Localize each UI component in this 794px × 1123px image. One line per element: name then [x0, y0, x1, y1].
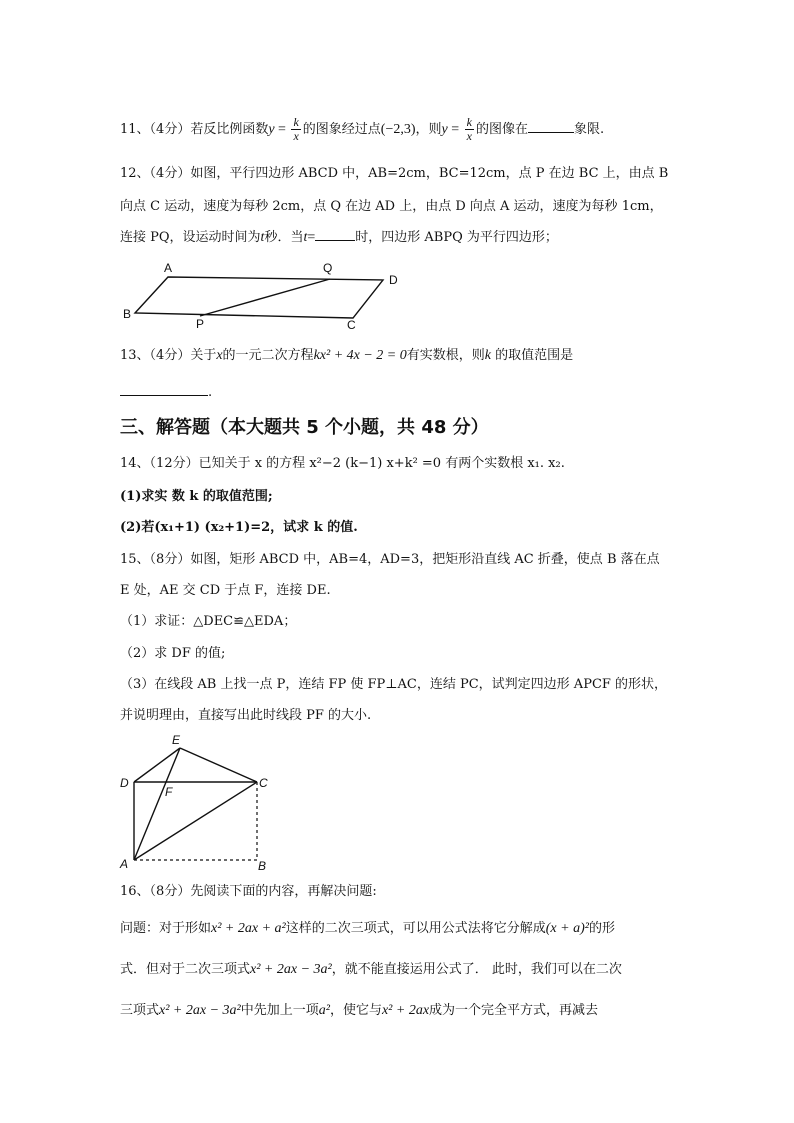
q14-line-1: 14、（12分）已知关于 x 的方程 x²−2 (k−1) x+k² =0 有两个实数根 x₁. x₂. — [120, 456, 565, 471]
q16-expr1: x² + 2ax + a² — [211, 921, 286, 936]
q16-line2-a: 问题：对于形如 — [120, 921, 212, 936]
section-3-heading: 三、解答题（本大题共 5 个小题，共 48 分） — [120, 417, 489, 438]
q16-line4-a: 三项式 — [120, 1003, 160, 1018]
q13-equation-k: k — [313, 348, 320, 363]
label-d: D — [389, 273, 398, 287]
q11-mid1: 的图象经过点 — [302, 122, 381, 137]
q11-answer-blank — [528, 120, 574, 133]
q13-line2-end: . — [208, 385, 213, 400]
q16-expr2: (x + a)² — [545, 921, 589, 936]
q13-k: k — [484, 348, 491, 363]
q11-prefix: 11、（4分）若反比例函数 — [120, 122, 269, 137]
q16-line3-a: 式．但对于二次三项式 — [120, 962, 251, 977]
q11-y2: y — [441, 122, 448, 137]
q11-x2: x — [466, 129, 472, 143]
label-a: A — [164, 261, 173, 275]
q15-line-6: 并说明理由，直接写出此时线段 PF 的大小. — [120, 708, 372, 723]
q12-t1: t — [260, 230, 265, 245]
q14-line-3: (2)若(x₁+1) (x₂+1)=2，试求 k 的值. — [120, 520, 358, 535]
q12-answer-blank — [315, 228, 355, 241]
label-c: C — [347, 318, 356, 332]
q16-line-4 — [120, 1001, 598, 1021]
q11-k2: k — [466, 115, 472, 129]
q12-t2: t — [303, 230, 308, 245]
q16-line-3 — [120, 960, 622, 980]
q11-suffix: 象限. — [574, 122, 605, 137]
q11-fraction-2 — [465, 116, 474, 143]
label-e: E — [172, 733, 181, 747]
segment-ec — [180, 748, 257, 782]
q16-line2-b: 这样的二次三项式，可以用公式法将它分解成 — [285, 921, 546, 936]
label-b: B — [123, 307, 132, 321]
q16-line2-c: 的形 — [588, 921, 615, 936]
q13-mid1: 的一元二次方程 — [222, 348, 314, 363]
q11-eq1: = — [274, 122, 290, 137]
q16-expr3: x² + 2ax − 3a² — [250, 962, 332, 977]
q12-line-3 — [120, 228, 558, 248]
q16-line4-b: 中先加上一项 — [240, 1003, 319, 1018]
label-f: F — [165, 785, 173, 799]
q11-x1: x — [293, 129, 299, 143]
q15-line-3: （1）求证：△DEC≌△EDA； — [120, 614, 297, 629]
q13-line-1 — [120, 346, 573, 366]
label-c: C — [259, 776, 268, 790]
q11-mid2: ，则 — [415, 122, 442, 137]
q13-x: x — [216, 348, 223, 363]
q12-line3-b: 秒．当 — [264, 230, 304, 245]
q16-expr6: x² + 2ax — [381, 1003, 430, 1018]
q16-line-1: 16、（8分）先阅读下面的内容，再解决问题: — [120, 884, 377, 899]
q16-line-2 — [120, 919, 615, 939]
label-p: P — [196, 317, 205, 331]
parallelogram-abcd — [135, 277, 383, 318]
segment-ac — [134, 782, 257, 860]
q11-eq2: = — [447, 122, 463, 137]
q11-point: (−2,3) — [380, 122, 416, 137]
q16-line3-b: ，就不能直接运用公式了． 此时，我们可以在二次 — [331, 962, 622, 977]
segment-pq — [200, 279, 330, 316]
q11-line — [120, 116, 604, 143]
q13-suffix: 的取值范围是 — [490, 348, 574, 363]
q12-parallelogram-figure — [118, 258, 408, 334]
q15-line-1: 15、（8分）如图，矩形 ABCD 中，AB=4，AD=3，把矩形沿直线 AC 折叠，使点 B 落在点 — [120, 552, 660, 567]
q13-prefix: 13、（4分）关于 — [120, 348, 217, 363]
q16-expr5: a² — [318, 1003, 330, 1018]
q12-line-1: 12、（4分）如图，平行四边形 ABCD 中，AB=2cm，BC=12cm，点 P 在边 BC 上，由点 B — [120, 166, 669, 181]
q11-fraction-1 — [291, 116, 300, 143]
q15-line-4: （2）求 DF 的值; — [120, 646, 226, 661]
q15-rectangle-figure — [116, 732, 276, 874]
q11-k1: k — [293, 115, 299, 129]
q11-mid3: 的图像在 — [476, 122, 529, 137]
q13-mid2: 有实数根，则 — [406, 348, 485, 363]
q16-line4-c: ，使它与 — [329, 1003, 382, 1018]
q13-line-2 — [120, 383, 212, 403]
q13-equation-rest: x² + 4x − 2 = 0 — [319, 348, 407, 363]
label-q: Q — [323, 261, 333, 275]
q15-line-5: （3）在线段 AB 上找一点 P，连结 FP 使 FP⊥AC，连结 PC，试判定四边形 APCF 的形状， — [120, 677, 668, 692]
q12-line-2: 向点 C 运动，速度为每秒 2cm，点 Q 在边 AD 上，由点 D 向点 A 运动，速度为每秒 1cm， — [120, 199, 663, 214]
label-b: B — [258, 859, 267, 873]
q12-eq: = — [307, 230, 316, 245]
q15-line-2: E 处，AE 交 CD 于点 F，连接 DE. — [120, 583, 331, 598]
q12-line3-c: 时，四边形 ABPQ 为平行四边形； — [355, 230, 558, 245]
q11-y1: y — [268, 122, 275, 137]
q12-line3-a: 连接 PQ，设运动时间为 — [120, 230, 261, 245]
q16-expr4: x² + 2ax − 3a² — [159, 1003, 241, 1018]
label-a: A — [120, 857, 129, 871]
label-d: D — [120, 776, 129, 790]
q14-line-2: (1)求实 数 k 的取值范围; — [120, 489, 273, 504]
q13-answer-blank — [120, 383, 208, 396]
q16-line4-d: 成为一个完全平方式，再减去 — [429, 1003, 599, 1018]
